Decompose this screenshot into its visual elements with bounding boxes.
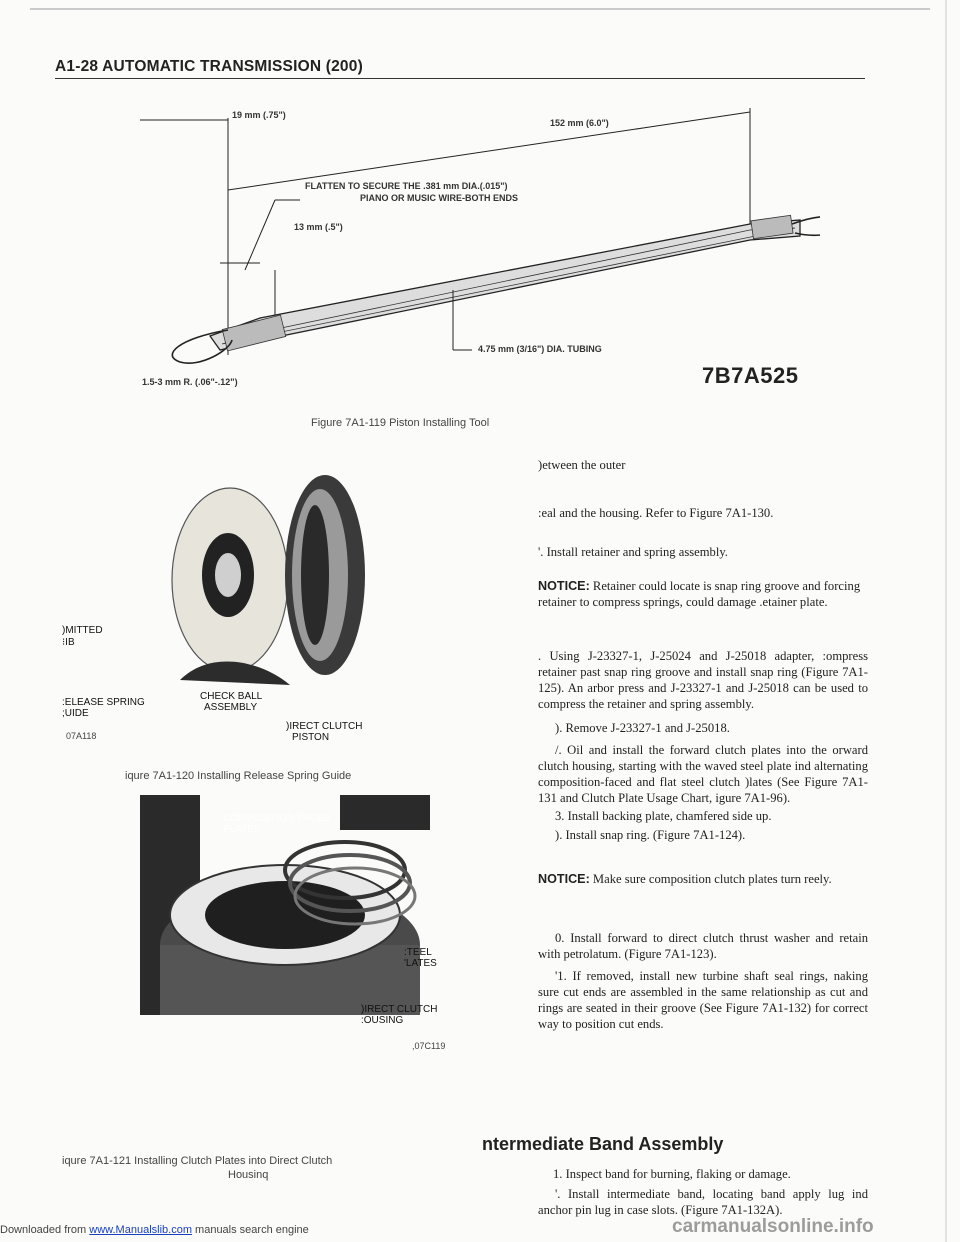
para-install-band: '. Install intermediate band, locating band apply lug ind anchor pin lug in case slots. (Figure 7A1-132A). [538,1187,868,1217]
para-using-tools: . Using J-23327-1, J-25024 and J-25018 adapter, :ompress retainer past snap ring groove and install snap ring (Figure 7A1-125). An arbor press and J-23327-1 and J-25018 can be used to compress the retainer and spring assembly. [538,649,868,711]
label-piston: PISTON [292,732,330,743]
release-spring-guide-photo [120,470,380,705]
para-between-outer: )etween the outer [538,458,626,472]
notice2-label: NOTICE: [538,872,590,886]
figure3-caption-line2: Housinq [228,1169,269,1181]
dim-label-tubing: 4.75 mm (3/16") DIA. TUBING [478,344,602,354]
para-install-backing-plate: 3. Install backing plate, chamfered side up. [555,809,772,823]
clutch-plates-photo [140,795,430,1015]
para-seal-housing: :eal and the housing. Refer to Figure 7A1-130. [538,506,774,520]
release-spring-guide-illustration [120,470,380,705]
para-install-snap-ring: ). Install snap ring. (Figure 7A1-124). [555,828,746,842]
label-release-spring: :ELEASE SPRING [62,697,145,708]
top-border [30,8,930,10]
leader-flatten-angle [245,200,275,270]
hand [180,661,290,685]
dim-line-152mm [228,112,750,190]
para-turbine-shaft-rings: '1. If removed, install new turbine shaft seal rings, naking sure cut ends are assembled in the same relationship as cut and rings are seated in their groove (See Figure 7A1-132) for correct way to position cut ends. [538,969,868,1031]
page-header-title: A1-28 AUTOMATIC TRANSMISSION (200) [55,58,363,75]
label-steel: :TEEL [404,947,432,958]
dim-label-152mm: 152 mm (6.0") [550,118,609,128]
housing-opening [205,881,365,949]
section-heading-intermediate-band: ntermediate Band Assembly [482,1134,724,1154]
notice-retainer [538,578,868,610]
manualslib-link[interactable]: www.Manualslib.com [89,1224,192,1236]
label-composition-faced: COMPOSITION-FACED [223,813,331,824]
dim-label-radius: 1.5-3 mm R. (.06"-.12") [142,377,238,387]
para-inspect-band: 1. Inspect band for burning, flaking or damage. [553,1167,791,1181]
piston-inner [301,505,329,645]
label-direct-clutch: )IRECT CLUTCH [286,721,363,732]
photo-hand [340,795,430,830]
label-direct-clutch-housing: )IRECT CLUTCH [361,1004,438,1015]
notice-composition-plates [538,871,868,887]
figure2-caption: iqure 7A1-120 Installing Release Spring Guide [125,770,352,782]
para-oil-install-plates: /. Oil and install the forward clutch plates into the orward clutch housing, starting with the waved steel plate ind alternating composition-faced and flat steel clutch )lates (See Figure 7A1-131 and Clutch Plate Usage Chart, igure 7A1-96). [538,743,868,805]
para-install-retainer: '. Install retainer and spring assembly. [538,545,728,559]
figure-code: 7B7A525 [702,363,799,388]
dim-label-13mm: 13 mm (.5") [294,222,343,232]
figure3-code: ,07C119 [412,1041,446,1051]
label-guide: ;UIDE [62,708,89,719]
figure2-code: 07A118 [66,731,97,741]
flatten-label-line1: FLATTEN TO SECURE THE .381 mm DIA.(.015") [305,181,508,191]
flatten-label-line2: PIANO OR MUSIC WIRE-BOTH ENDS [360,193,519,203]
figure3-caption-line1: iqure 7A1-121 Installing Clutch Plates into Direct Clutch [62,1155,333,1167]
label-rib: ⁝IB [62,637,75,648]
notice-label: NOTICE: [538,579,590,593]
para-remove-tools: ). Remove J-23327-1 and J-25018. [555,721,730,735]
label-plates: PLATES [223,824,261,835]
download-footer [0,1224,309,1236]
notice2-body: Make sure composition clutch plates turn reely. [589,872,832,886]
footer-prefix: Downloaded from [0,1224,90,1236]
right-border [945,0,947,1242]
notice-body: Retainer could locate is snap ring groove and forcing retainer to compress springs, could damage .etainer plate. [538,579,861,609]
watermark: carmanualsonline.info [672,1216,874,1237]
label-steel-plates: 'LATES [404,958,437,969]
header-rule [55,78,865,79]
footer-suffix: manuals search engine [191,1224,309,1236]
para-thrust-washer: 0. Install forward to direct clutch thrust washer and retain with petrolatum. (Figure 7A1-123). [538,931,868,961]
label-omitted: )MITTED [62,625,103,636]
figure1-caption: Figure 7A1-119 Piston Installing Tool [311,417,490,429]
clutch-plates-illustration [140,795,430,1015]
label-housing: :OUSING [361,1015,404,1026]
guide-hub [215,553,241,597]
tool-body-edge [222,228,795,344]
dim-label-19mm: 19 mm (.75") [232,110,286,120]
label-assembly: ASSEMBLY [204,702,258,713]
label-check-ball: CHECK BALL [200,691,263,702]
tool-body [210,220,800,350]
